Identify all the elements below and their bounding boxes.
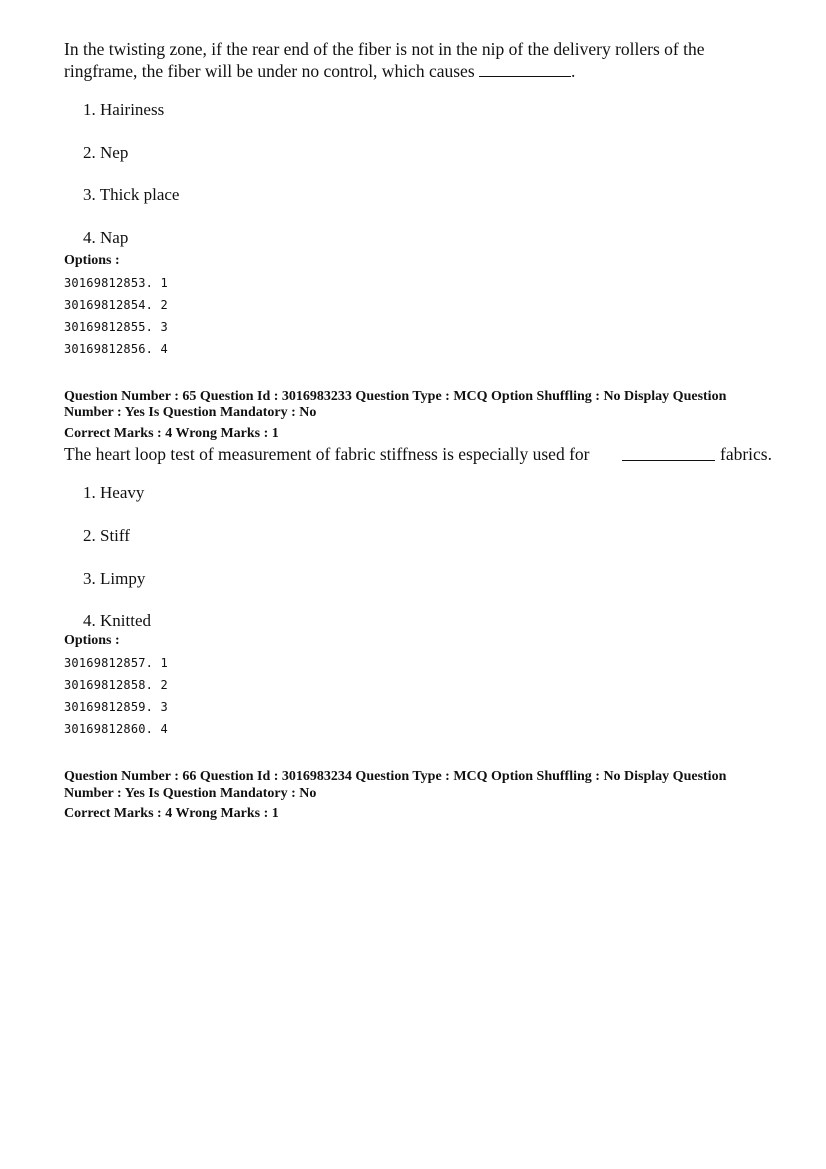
question-65-text: [64, 443, 624, 465]
question-65-choice-1: 1. Heavy: [83, 483, 145, 502]
question-66-marks: Correct Marks : 4 Wrong Marks : 1: [64, 806, 279, 821]
question-64-option-id-4: 30169812856. 4: [64, 342, 168, 356]
question-65-text-pre: The heart loop test of measurement of fabric stiffness is especially used for: [64, 444, 590, 464]
question-65-text-post: fabrics.: [720, 444, 772, 464]
question-65-choice-4: 4. Knitted: [83, 611, 151, 630]
question-64-text-line1: In the twisting zone, if the rear end of the fiber is not in the nip of the delivery rollers of the: [64, 39, 705, 59]
question-65-meta-line2: Number : Yes Is Question Mandatory : No: [64, 405, 317, 420]
question-64-choice-1: 1. Hairiness: [83, 100, 165, 119]
question-64-text-line2-pre: ringframe, the fiber will be under no control, which causes: [64, 61, 475, 81]
question-64-choice-4: 4. Nap: [83, 228, 129, 247]
question-65-option-id-3: 30169812859. 3: [64, 700, 168, 714]
question-64-option-id-1: 30169812853. 1: [64, 276, 168, 290]
question-64-text-line2: [64, 60, 776, 82]
question-65-choice-3: 3. Limpy: [83, 569, 146, 588]
answer-blank: [479, 62, 571, 77]
question-64-options-label: Options :: [64, 253, 120, 268]
question-65-options-label: Options :: [64, 633, 120, 648]
question-65-option-id-4: 30169812860. 4: [64, 722, 168, 736]
answer-blank: [622, 446, 715, 461]
question-65-choice-2: 2. Stiff: [83, 526, 130, 545]
question-65-marks: Correct Marks : 4 Wrong Marks : 1: [64, 426, 279, 441]
question-66-meta-line2: Number : Yes Is Question Mandatory : No: [64, 786, 317, 801]
question-65-option-id-2: 30169812858. 2: [64, 678, 168, 692]
question-64-text-line2-post: .: [571, 61, 576, 81]
question-64-choice-2: 2. Nep: [83, 143, 129, 162]
question-65-option-id-1: 30169812857. 1: [64, 656, 168, 670]
question-64-option-id-2: 30169812854. 2: [64, 298, 168, 312]
question-65-meta-line1: Question Number : 65 Question Id : 3016983233 Question Type : MCQ Option Shuffling : No Display Question: [64, 389, 727, 404]
question-66-meta-line1: Question Number : 66 Question Id : 3016983234 Question Type : MCQ Option Shuffling : No Display Question: [64, 769, 727, 784]
question-64-option-id-3: 30169812855. 3: [64, 320, 168, 334]
question-64-choice-3: 3. Thick place: [83, 185, 180, 204]
